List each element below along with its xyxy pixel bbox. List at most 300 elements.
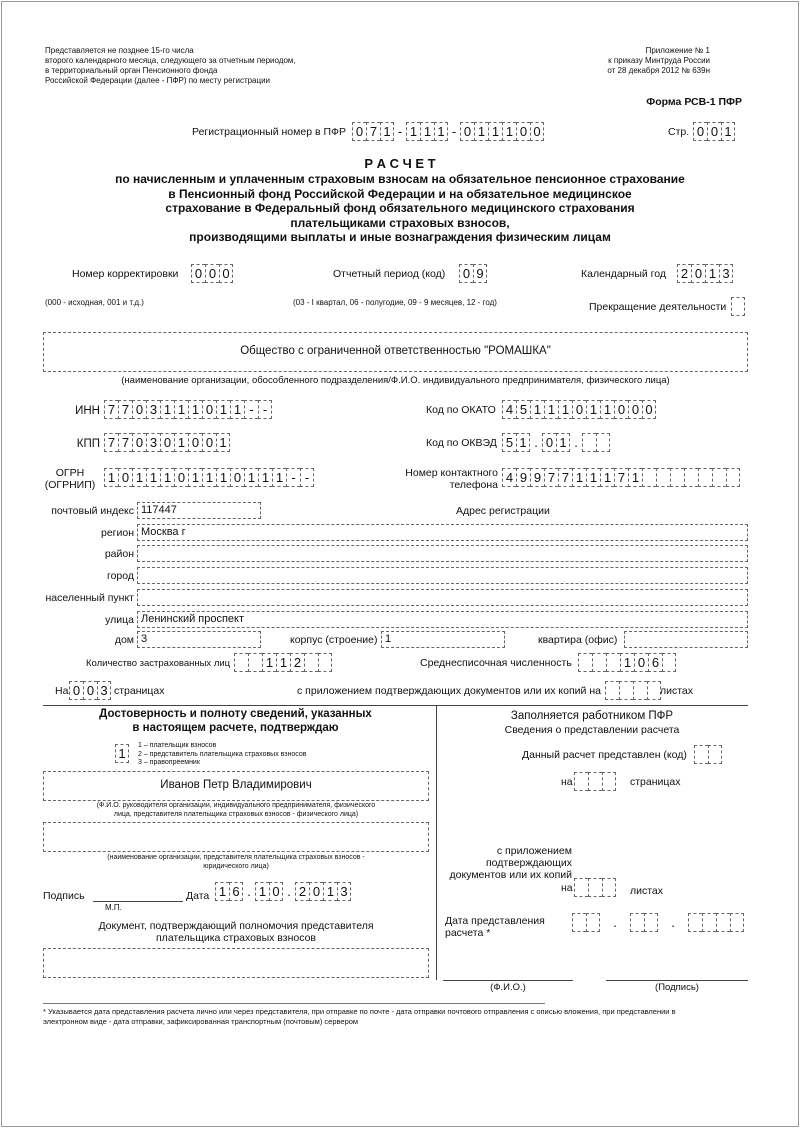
char-cell [726, 468, 740, 487]
pfr-day-cells [572, 913, 600, 932]
street-input[interactable]: Ленинский проспект [137, 611, 748, 628]
signer-code-notes [138, 742, 306, 768]
char-cell [602, 772, 616, 791]
char-cell [588, 878, 602, 897]
date-label-line: расчета * [445, 927, 491, 939]
char-cell: 1 [160, 468, 174, 487]
char-cell: 1 [272, 468, 286, 487]
char-cell: 1 [255, 882, 269, 901]
char-cell: 9 [473, 264, 487, 283]
char-cell: 3 [146, 400, 160, 419]
char-cell: 0 [572, 400, 586, 419]
ogrn-field[interactable] [104, 468, 314, 487]
pfr-signature-line[interactable] [606, 980, 748, 981]
signer-fio: Иванов Петр Владимирович [160, 779, 312, 791]
title-line: страхование в Федеральный фонд обязательного медицинского страхования [165, 201, 635, 215]
period-note: (03 - I квартал, 06 - полугодие, 09 - 9 месяцев, 12 - год) [293, 298, 497, 307]
inn-cells [104, 400, 272, 419]
char-cell: 3 [97, 681, 111, 700]
pfr-pages-field[interactable] [574, 772, 616, 791]
char-cell: 0 [628, 400, 642, 419]
char-cell: 0 [188, 433, 202, 452]
note-line: Российской Федерации (далее - ПФР) по месту регистрации [45, 76, 271, 85]
footnote-divider [43, 1003, 545, 1004]
pfr-attach-label [440, 845, 572, 881]
correction-note: (000 - исходная, 001 и т.д.) [45, 298, 144, 307]
char-cell: 9 [530, 468, 544, 487]
footnote-line: электронном виде - дата отправки, зафиксированная транспортным (почтовым) сервером [43, 1017, 359, 1026]
pages-cells [69, 681, 111, 700]
char-cell: 0 [205, 264, 219, 283]
stamp-label: М.П. [105, 903, 122, 912]
period-cells [459, 264, 487, 283]
char-cell [602, 878, 616, 897]
pfr-fio-caption: (Ф.И.О.) [490, 982, 526, 993]
footnote-line: * Указывается дата представления расчета лично или через представителя, при отправке по почте - дата отправки почтового отправления с описью вложения, при представлении в [43, 1007, 676, 1016]
caption-line: лица, представителя плательщика страховых взносов - физического лица) [113, 810, 359, 818]
char-cell [606, 653, 620, 672]
insured-count-field[interactable] [234, 653, 332, 672]
pages-suffix: страницах [114, 685, 165, 697]
title-line: по начисленным и уплаченным страховым взносам на обязательное пенсионное страхование [115, 172, 685, 186]
attach-label-line: подтверждающих [486, 857, 572, 869]
pages-prefix: На [55, 685, 69, 697]
char-cell [574, 772, 588, 791]
column-divider [436, 705, 437, 980]
char-cell: 1 [216, 468, 230, 487]
char-cell: 1 [380, 122, 394, 141]
char-cell [694, 745, 708, 764]
caption-line: (Ф.И.О. руководителя организации, индивидуального предпринимателя, физического [96, 802, 376, 809]
char-cell: 1 [160, 400, 174, 419]
char-cell: 0 [132, 400, 146, 419]
char-cell: 1 [146, 468, 160, 487]
char-cell: 0 [230, 468, 244, 487]
char-cell: 1 [474, 122, 488, 141]
insured-count-label: Количество застрахованных лиц [86, 658, 231, 669]
page-label: Стр. [668, 126, 690, 138]
char-cell: 1 [558, 400, 572, 419]
char-cell: 7 [558, 468, 572, 487]
char-cell: 0 [642, 400, 656, 419]
char-cell: 0 [83, 681, 97, 700]
city-label: город [106, 570, 134, 582]
year-cells [677, 264, 733, 283]
caption-line: (наименование организации, представителя плательщика страховых взносов - [107, 854, 365, 861]
submission-note [45, 46, 385, 86]
zip-input[interactable]: 117447 [137, 502, 261, 519]
pfr-month-cells [630, 913, 658, 932]
zip-label: почтовый индекс [51, 505, 134, 517]
doc-title-line: Документ, подтверждающий полномочия представителя [98, 920, 374, 932]
char-cell [248, 653, 262, 672]
signer-code-field[interactable] [115, 744, 129, 763]
phone-label [390, 467, 498, 491]
char-cell: 0 [191, 264, 205, 283]
pfr-pages-suffix: страницах [630, 776, 681, 788]
char-cell: 1 [132, 468, 146, 487]
char-cell: 3 [146, 433, 160, 452]
char-cell: - [286, 468, 300, 487]
char-cell [234, 653, 248, 672]
reg-group-1 [352, 122, 394, 141]
char-cell: 7 [104, 433, 118, 452]
year-label: Календарный год [581, 268, 666, 280]
char-cell [688, 913, 702, 932]
char-cell: 1 [244, 468, 258, 487]
char-cell: 1 [323, 882, 337, 901]
sign-month-cells [255, 882, 283, 901]
char-cell [716, 913, 730, 932]
char-cell: 6 [229, 882, 243, 901]
termination-field[interactable] [731, 297, 745, 316]
okved-group-3 [582, 433, 610, 452]
presented-code-label: Данный расчет представлен (код) [522, 749, 687, 761]
okved-field[interactable]: 5 1 . 0 1 . [502, 433, 610, 452]
sign-date-field[interactable]: 1 6 . 1 0 . 2 0 1 3 [215, 882, 351, 901]
char-cell: 0 [202, 400, 216, 419]
char-cell: 0 [118, 468, 132, 487]
confirmation-title [43, 707, 428, 735]
char-cell: 1 [556, 433, 570, 452]
char-cell: 0 [69, 681, 83, 700]
char-cell: 1 [705, 264, 719, 283]
char-cell: 0 [691, 264, 705, 283]
pages-field[interactable] [69, 681, 111, 700]
char-cell: 1 [586, 468, 600, 487]
char-cell [642, 468, 656, 487]
char-cell: 0 [269, 882, 283, 901]
char-cell [730, 913, 744, 932]
char-cell: 0 [174, 468, 188, 487]
page-number-field[interactable] [693, 122, 735, 141]
char-cell: 4 [502, 468, 516, 487]
building-label: корпус (строение) [290, 634, 378, 646]
char-cell [572, 913, 586, 932]
char-cell: 0 [132, 433, 146, 452]
char-cell: 1 [516, 433, 530, 452]
char-cell [578, 653, 592, 672]
char-cell: 2 [295, 882, 309, 901]
char-cell: 1 [572, 468, 586, 487]
char-cell: 1 [406, 122, 420, 141]
char-cell [670, 468, 684, 487]
char-cell [702, 913, 716, 932]
confirmation-title-line: Достоверность и полноту сведений, указанных [99, 708, 372, 720]
char-cell: 1 [174, 400, 188, 419]
organization-caption: (наименование организации, обособленного подразделения/Ф.И.О. индивидуального предпринимателя, физического лица) [121, 375, 670, 386]
pfr-signature-caption: (Подпись) [655, 982, 699, 993]
char-cell: 2 [290, 653, 304, 672]
char-cell: 1 [434, 122, 448, 141]
pfr-sheets-prefix: на [561, 882, 573, 894]
pfr-fio-line[interactable] [443, 980, 573, 981]
building-input[interactable]: 1 [381, 631, 505, 648]
attach-suffix: листах [660, 685, 694, 697]
char-cell: 0 [530, 122, 544, 141]
char-cell: 1 [215, 882, 229, 901]
char-cell: 1 [600, 468, 614, 487]
okato-label: Код по ОКАТО [426, 404, 496, 416]
ogrn-label-line: ОГРН [55, 467, 85, 479]
sign-day-cells [215, 882, 243, 901]
char-cell: 4 [502, 400, 516, 419]
char-cell: 2 [677, 264, 691, 283]
section-divider [43, 705, 748, 706]
char-cell: 7 [118, 400, 132, 419]
insured-count-cells [234, 653, 332, 672]
footnote [43, 1007, 753, 1027]
reg-group-2 [406, 122, 448, 141]
char-cell [644, 913, 658, 932]
region-label: регион [100, 527, 134, 539]
house-input[interactable]: 3 [137, 631, 261, 648]
note-line: Приложение № 1 [645, 46, 710, 55]
locality-input[interactable] [137, 589, 748, 606]
street-label: улица [105, 614, 134, 626]
pfr-sheets-field[interactable] [574, 878, 616, 897]
char-cell: 1 [586, 400, 600, 419]
avg-count-field[interactable] [578, 653, 676, 672]
doc-title-line: плательщика страховых взносов [156, 932, 316, 944]
title-line: плательщиками страховых взносов, [290, 215, 510, 230]
kpp-cells [104, 433, 230, 452]
pfr-sheets-suffix: листах [630, 885, 664, 897]
pfr-pages-cells [574, 772, 616, 791]
house-label: дом [114, 634, 134, 646]
kpp-label: КПП [76, 438, 100, 450]
termination-label: Прекращение деятельности [589, 301, 727, 313]
okved-group-2 [542, 433, 570, 452]
form-name: Форма РСВ-1 ПФР [646, 96, 742, 108]
char-cell: 0 [614, 400, 628, 419]
appendix-note [520, 46, 710, 76]
attach-label-line: с приложением [496, 845, 572, 857]
reg-number-label: Регистрационный номер в ПФР [192, 126, 346, 138]
char-cell: 0 [707, 122, 721, 141]
char-cell: 7 [544, 468, 558, 487]
char-cell [596, 433, 610, 452]
note-line: в территориальный орган Пенсионного фонда [45, 66, 218, 75]
char-cell: 1 [216, 433, 230, 452]
inn-field[interactable] [104, 400, 272, 419]
representative-org-field[interactable] [43, 822, 429, 852]
city-input[interactable] [137, 567, 748, 584]
char-cell [574, 878, 588, 897]
char-cell [662, 653, 676, 672]
inn-label: ИНН [75, 405, 100, 417]
char-cell: 1 [188, 400, 202, 419]
okved-group-1 [502, 433, 530, 452]
note-line: к приказу Минтруда России [608, 56, 710, 65]
char-cell [698, 468, 712, 487]
correction-cells [191, 264, 233, 283]
attach-cells [605, 681, 661, 700]
char-cell: 3 [719, 264, 733, 283]
reg-number-field[interactable]: 0 7 1 - 1 1 1 - 0 1 1 1 0 0 [352, 122, 544, 141]
authority-doc-field[interactable] [43, 948, 429, 978]
attach-prefix: с приложением подтверждающих документов или их копий на [297, 685, 601, 697]
ogrn-cells [104, 468, 314, 487]
char-cell: 1 [600, 400, 614, 419]
char-cell: 1 [104, 468, 118, 487]
phone-label-line: телефона [449, 479, 498, 491]
char-cell [712, 468, 726, 487]
address-title: Адрес регистрации [456, 505, 550, 517]
char-cell: 1 [530, 400, 544, 419]
phone-cells [502, 468, 740, 487]
ogrn-label-line: (ОГРНИП) [44, 479, 96, 491]
pfr-year-cells [688, 913, 744, 932]
char-cell: 1 [216, 400, 230, 419]
char-cell: 1 [174, 433, 188, 452]
char-cell: 1 [188, 468, 202, 487]
phone-field[interactable] [502, 468, 740, 487]
char-cell: 7 [104, 400, 118, 419]
char-cell: 0 [460, 122, 474, 141]
presented-code-cells [694, 745, 722, 764]
code-note: 1 – плательщик взносов [138, 742, 217, 749]
note-line: второго календарного месяца, следующего за отчетным периодом, [45, 56, 296, 65]
pfr-section-title: Заполняется работником ПФР [510, 710, 674, 722]
note-line: Представляется не позднее 15-го числа [45, 46, 194, 55]
char-cell: 5 [502, 433, 516, 452]
char-cell: - [244, 400, 258, 419]
organization-name: Общество с ограниченной ответственностью "РОМАШКА" [240, 345, 551, 357]
correction-field[interactable] [191, 264, 233, 283]
sign-year-cells [295, 882, 351, 901]
okato-cells [502, 400, 656, 419]
form-subtitle [0, 172, 800, 245]
authority-doc-title [43, 920, 429, 944]
date-label-line: Дата представления [445, 915, 545, 927]
signature-line[interactable] [93, 901, 183, 902]
signer-fio-caption [43, 802, 429, 819]
char-cell: 1 [258, 468, 272, 487]
char-cell [684, 468, 698, 487]
reg-group-3 [460, 122, 544, 141]
char-cell: 7 [614, 468, 628, 487]
char-cell [656, 468, 670, 487]
char-cell: 1 [262, 653, 276, 672]
avg-count-cells [578, 653, 676, 672]
period-field[interactable] [459, 264, 487, 283]
char-cell: 0 [634, 653, 648, 672]
char-cell [647, 681, 661, 700]
char-cell [633, 681, 647, 700]
termination-cell [731, 297, 745, 316]
char-cell: 1 [202, 468, 216, 487]
char-cell: 7 [118, 433, 132, 452]
char-cell: 0 [459, 264, 473, 283]
district-label: район [104, 548, 134, 560]
char-cell [318, 653, 332, 672]
attach-label-line: документов или их копий [449, 869, 572, 881]
char-cell: 7 [366, 122, 380, 141]
char-cell: 0 [516, 122, 530, 141]
phone-label-line: Номер контактного [405, 467, 498, 479]
okved-label: Код по ОКВЭД [426, 437, 497, 449]
char-cell: 9 [516, 468, 530, 487]
pfr-pages-prefix: на [561, 776, 573, 788]
kpp-field[interactable] [104, 433, 230, 452]
title-line: производящими выплаты и иные вознаграждения физическим лицам [189, 230, 611, 244]
char-cell: 0 [219, 264, 233, 283]
district-input[interactable] [137, 545, 748, 562]
char-cell: 1 [620, 653, 634, 672]
year-field[interactable] [677, 264, 733, 283]
char-cell: 1 [628, 468, 642, 487]
char-cell: 6 [648, 653, 662, 672]
avg-count-label: Среднесписочная численность [420, 657, 572, 669]
char-cell: 5 [516, 400, 530, 419]
char-cell: 0 [160, 433, 174, 452]
form-title: Р А С Ч Е Т [364, 156, 436, 171]
correction-label: Номер корректировки [72, 268, 179, 280]
char-cell: 1 [276, 653, 290, 672]
code-note: 3 – правопреемник [138, 759, 200, 766]
char-cell: 1 [502, 122, 516, 141]
ogrn-label [40, 467, 100, 491]
char-cell [630, 913, 644, 932]
region-input[interactable]: Москва г [137, 524, 748, 541]
char-cell [582, 433, 596, 452]
char-cell: 1 [420, 122, 434, 141]
locality-label: населенный пункт [45, 592, 134, 604]
char-cell: 0 [202, 433, 216, 452]
signature-label: Подпись [43, 890, 85, 902]
page-number-cells [693, 122, 735, 141]
pfr-date-label [445, 915, 545, 939]
char-cell: 0 [309, 882, 323, 901]
pfr-section-subtitle: Сведения о представлении расчета [504, 724, 680, 736]
char-cell [605, 681, 619, 700]
char-cell [619, 681, 633, 700]
char-cell [588, 772, 602, 791]
char-cell: 0 [352, 122, 366, 141]
char-cell [592, 653, 606, 672]
pfr-sheets-cells [574, 878, 616, 897]
period-label: Отчетный период (код) [333, 268, 446, 280]
date-label: Дата [186, 890, 210, 902]
char-cell [586, 913, 600, 932]
char-cell: - [300, 468, 314, 487]
flat-label: квартира (офис) [538, 634, 618, 646]
char-cell: 1 [721, 122, 735, 141]
title-line: в Пенсионный фонд Российской Федерации и на обязательное медицинское [168, 186, 632, 201]
presented-code-field[interactable] [694, 745, 722, 764]
char-cell: 0 [693, 122, 707, 141]
attach-field[interactable] [605, 681, 661, 700]
okato-field[interactable] [502, 400, 656, 419]
char-cell: - [258, 400, 272, 419]
note-line: от 28 декабря 2012 № 639н [607, 66, 710, 75]
code-note: 2 – представитель плательщика страховых взносов [138, 750, 307, 758]
caption-line: юридического лица) [203, 862, 269, 870]
char-cell: 1 [544, 400, 558, 419]
char-cell: 1 [488, 122, 502, 141]
char-cell: 1 [230, 400, 244, 419]
char-cell [304, 653, 318, 672]
pfr-date-field[interactable]: . . [572, 913, 744, 932]
char-cell: 3 [337, 882, 351, 901]
confirmation-title-line: в настоящем расчете, подтверждаю [132, 722, 339, 734]
representative-org-caption [43, 854, 429, 871]
char-cell: 0 [542, 433, 556, 452]
signer-code-cell: 1 [115, 744, 129, 763]
flat-input[interactable] [624, 631, 748, 648]
char-cell [708, 745, 722, 764]
